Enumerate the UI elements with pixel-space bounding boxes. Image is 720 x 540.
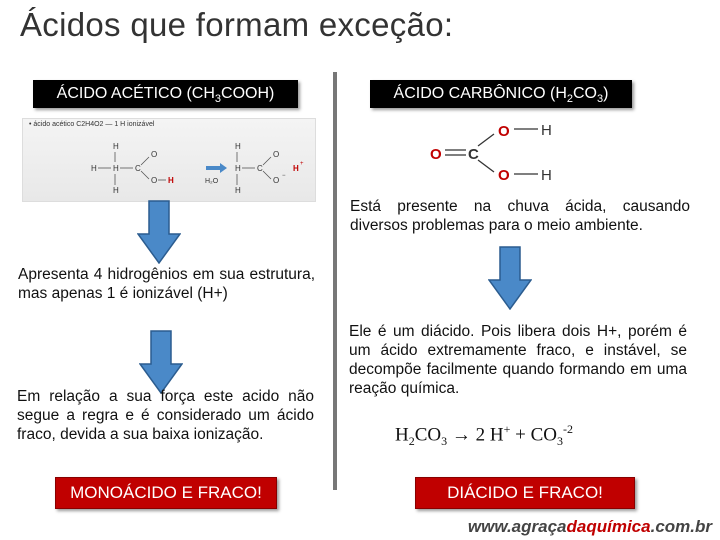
- svg-text:H₂O: H₂O: [205, 178, 219, 185]
- eq-c: + CO: [510, 424, 558, 446]
- svg-text:O: O: [273, 150, 280, 159]
- svg-text:C: C: [468, 146, 479, 163]
- carbonic-diacid-text: Ele é um diácido. Pois libera dois H+, porém é um ácido extremamente fraco, e instável, se decompõe facilmente quando formando em uma reação química.: [349, 323, 687, 397]
- eq-c-sub: 3: [557, 434, 564, 449]
- svg-text:H: H: [168, 176, 174, 185]
- svg-text:O: O: [151, 176, 158, 185]
- svg-text:H: H: [91, 164, 97, 173]
- carbonic-header-prefix: ÁCIDO CARBÔNICO (H: [393, 85, 567, 102]
- svg-text:−: −: [282, 173, 286, 179]
- site-logo: [468, 517, 712, 537]
- carbonic-header-sub1: 2: [566, 93, 573, 106]
- carbonic-header-mid: CO: [573, 85, 597, 102]
- svg-text:H: H: [541, 167, 552, 184]
- eq-h-sup: +: [503, 422, 511, 436]
- logo-pre: www.agraça: [467, 517, 567, 536]
- structure-caption: • ácido acético C2H4O2 — 1 H ionizável: [29, 121, 155, 128]
- svg-text:+: +: [300, 161, 304, 167]
- acetic-header-prefix: ÁCIDO ACÉTICO (CH: [56, 85, 215, 102]
- acetic-header-sub: 3: [214, 93, 222, 106]
- svg-text:O: O: [151, 150, 158, 159]
- column-divider: [333, 72, 337, 490]
- acetic-header-suffix: COOH): [221, 85, 275, 102]
- down-arrow-icon: [488, 246, 532, 310]
- acetic-acid-structure-image: [22, 118, 316, 202]
- eq-arrow: → 2 H: [447, 424, 504, 446]
- svg-text:O: O: [498, 123, 510, 140]
- acetic-hydrogens-text: Apresenta 4 hidrogênios em sua estrutura, mas apenas 1 é ionizável (H+): [18, 266, 315, 302]
- page-title: Ácidos que formam exceção:: [20, 6, 454, 43]
- svg-text:H: H: [235, 186, 241, 195]
- eq-a-sub: 2: [408, 434, 415, 449]
- carbonic-header-sub2: 3: [597, 93, 604, 106]
- carbonic-acid-header: [370, 80, 632, 108]
- acetic-acid-molecule-drawing: [23, 119, 315, 201]
- carbonic-acid-molecule-drawing: [420, 116, 570, 194]
- acetic-acid-header: [33, 80, 298, 108]
- eq-a: H: [395, 424, 409, 446]
- decomposition-equation: [395, 422, 573, 449]
- carbonic-header-suffix: ): [603, 85, 609, 102]
- svg-text:H: H: [113, 186, 119, 195]
- svg-text:C: C: [257, 164, 263, 173]
- carbonic-acid-rain-text: Está presente na chuva ácida, causando diversos problemas para o meio ambiente.: [350, 198, 690, 234]
- svg-text:H: H: [113, 164, 119, 173]
- svg-text:C: C: [135, 164, 141, 173]
- eq-b-sub: 3: [441, 434, 448, 449]
- logo-mid: daquímica: [566, 517, 651, 536]
- svg-text:O: O: [273, 176, 280, 185]
- diacid-conclusion: DIÁCIDO E FRACO!: [415, 477, 635, 509]
- down-arrow-icon: [139, 330, 183, 394]
- svg-text:H: H: [541, 122, 552, 139]
- svg-text:O: O: [498, 167, 510, 184]
- svg-text:H: H: [293, 164, 299, 173]
- monoacid-conclusion: MONOÁCIDO E FRACO!: [55, 477, 277, 509]
- svg-text:O: O: [430, 146, 442, 163]
- eq-b: CO: [414, 424, 442, 446]
- eq-c-sup: -2: [563, 422, 574, 436]
- down-arrow-icon: [137, 200, 181, 264]
- logo-post: .com.br: [650, 517, 712, 536]
- svg-text:H: H: [235, 164, 241, 173]
- svg-text:H: H: [113, 142, 119, 151]
- svg-text:H: H: [235, 142, 241, 151]
- acetic-strength-text: Em relação a sua força este acido não segue a regra e é considerado um ácido fraco, devida a sua baixa ionização.: [17, 388, 314, 443]
